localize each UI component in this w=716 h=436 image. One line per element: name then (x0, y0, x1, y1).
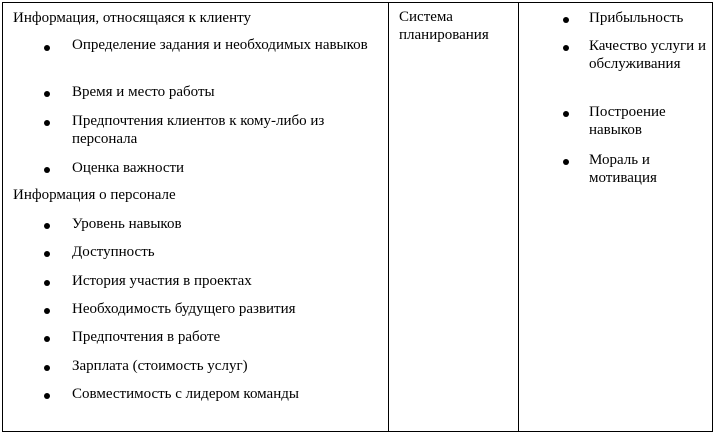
bullet-icon (44, 120, 50, 126)
client-info-heading: Информация, относящаяся к клиенту (13, 10, 251, 26)
bullet-icon (44, 393, 50, 399)
outcomes-column: Прибыльность Качество услуги и обслуживания Построение навыков Мораль и мотивация (519, 3, 712, 431)
bullet-icon (44, 280, 50, 286)
bullet-icon (44, 223, 50, 229)
system-label: Система планирования (399, 9, 489, 43)
bullet-icon (44, 167, 50, 173)
bullet-icon (563, 111, 569, 117)
staff-info-heading: Информация о персонале (13, 187, 176, 203)
inputs-column: Информация, относящаяся к клиенту Определение задания и необходимых навыков Время и место работы Предпочтения клиентов к кому-либо из персонала Оценка важности Информация о персонале Уровень навыков Доступность История участия в проектах Необходимость будущего развития Предпочтения в работе Зарплата (стоимость услуг) Совместимость с лидером команды (3, 3, 389, 431)
bullet-icon (44, 365, 50, 371)
system-column (389, 3, 519, 431)
bullet-icon (563, 17, 569, 23)
planning-table (2, 2, 713, 432)
bullet-icon (563, 159, 569, 165)
bullet-icon (44, 251, 50, 257)
bullet-icon (44, 336, 50, 342)
bullet-icon (44, 45, 50, 51)
bullet-icon (44, 308, 50, 314)
bullet-icon (563, 45, 569, 51)
bullet-icon (44, 91, 50, 97)
